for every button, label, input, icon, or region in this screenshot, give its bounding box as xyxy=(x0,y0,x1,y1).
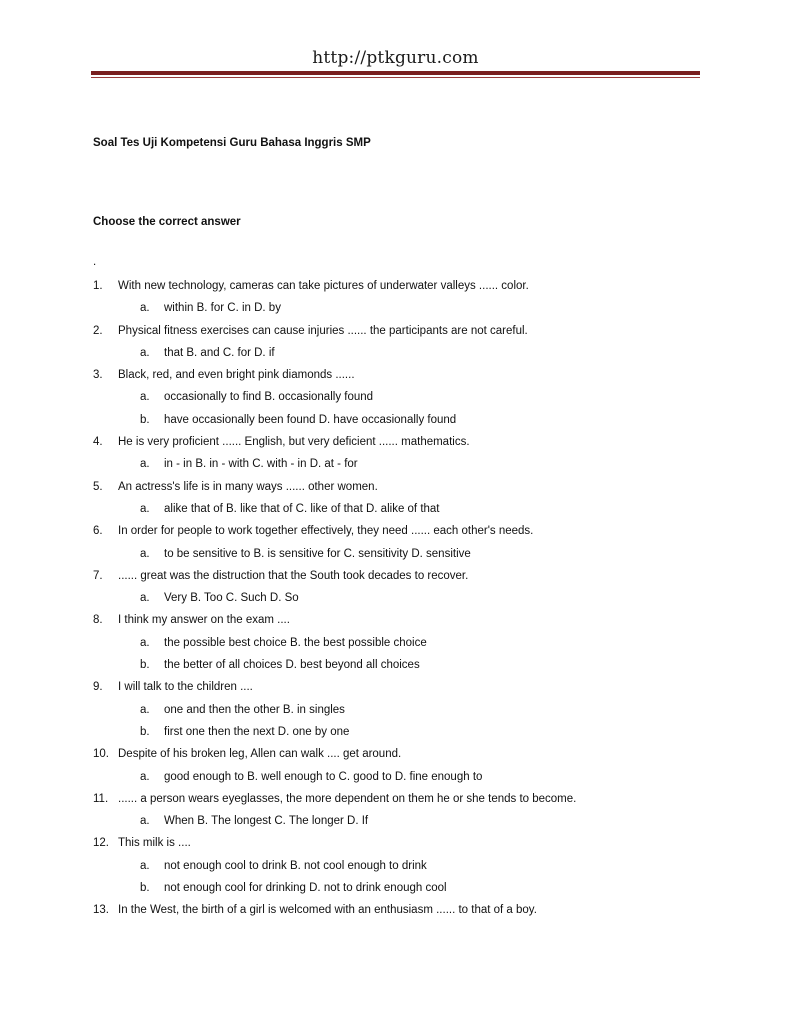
option-letter: a. xyxy=(140,346,150,359)
question-number: 1. xyxy=(93,280,103,292)
question-number: 11. xyxy=(93,792,109,805)
question-item xyxy=(93,743,713,788)
question-line xyxy=(93,364,713,386)
option-letter: a. xyxy=(140,636,150,649)
question-text: Despite of his broken leg, Allen can walk .... get around. xyxy=(118,748,402,761)
option-letter: a. xyxy=(140,592,150,605)
option-text: When B. The longest C. The longer D. If xyxy=(164,815,369,828)
option-letter: a. xyxy=(140,458,150,471)
question-text: With new technology, cameras can take pictures of underwater valleys ...... color. xyxy=(118,280,529,292)
question-number: 9. xyxy=(93,681,103,694)
question-text: In order for people to work together effectively, they need ...... each other's needs. xyxy=(118,525,534,538)
answer-option-line xyxy=(93,632,713,654)
option-letter: a. xyxy=(140,859,150,872)
option-letter: b. xyxy=(140,413,150,426)
question-item xyxy=(93,520,713,565)
option-text: the possible best choice B. the best possible choice xyxy=(164,636,427,649)
answer-option-line xyxy=(93,699,713,721)
question-number: 12. xyxy=(93,837,109,850)
question-text: ...... great was the distruction that the South took decades to recover. xyxy=(118,569,469,582)
instruction-heading: Choose the correct answer xyxy=(93,216,241,228)
answer-option-line xyxy=(93,409,713,431)
option-text: not enough cool to drink B. not cool enough to drink xyxy=(164,859,427,872)
answer-option-line xyxy=(93,654,713,676)
document-title: Soal Tes Uji Kompetensi Guru Bahasa Inggris SMP xyxy=(93,137,371,149)
question-line xyxy=(93,788,713,810)
question-text: He is very proficient ...... English, but very deficient ...... mathematics. xyxy=(118,436,470,449)
question-item xyxy=(93,431,713,476)
question-text: ...... a person wears eyeglasses, the more dependent on them he or she tends to become. xyxy=(118,792,577,805)
question-number: 4. xyxy=(93,436,103,449)
option-text: good enough to B. well enough to C. good to D. fine enough to xyxy=(164,770,483,783)
answer-option-line xyxy=(93,877,713,899)
question-number: 7. xyxy=(93,569,103,582)
question-item xyxy=(93,275,713,320)
question-number: 13. xyxy=(93,904,109,917)
question-line xyxy=(93,565,713,587)
question-item xyxy=(93,676,713,743)
option-text: have occasionally been found D. have occasionally found xyxy=(164,413,457,426)
question-number: 5. xyxy=(93,480,103,493)
question-text: Black, red, and even bright pink diamonds ...... xyxy=(118,369,355,382)
answer-option-line xyxy=(93,587,713,609)
question-item xyxy=(93,609,713,676)
answer-option-line xyxy=(93,543,713,565)
question-item xyxy=(93,832,713,899)
option-letter: b. xyxy=(140,725,150,738)
question-line xyxy=(93,676,713,698)
question-text: Physical fitness exercises can cause injuries ...... the participants are not careful. xyxy=(118,324,528,337)
question-text: An actress's life is in many ways ...... other women. xyxy=(118,480,378,493)
option-text: one and then the other B. in singles xyxy=(164,703,345,716)
question-line xyxy=(93,520,713,542)
question-text: I will talk to the children .... xyxy=(118,681,253,694)
question-text: I think my answer on the exam .... xyxy=(118,614,290,627)
question-line xyxy=(93,275,713,297)
option-letter: a. xyxy=(140,815,150,828)
question-text: In the West, the birth of a girl is welcomed with an enthusiasm ...... to that of a boy. xyxy=(118,904,537,917)
header-rule-thin xyxy=(91,77,700,78)
question-line xyxy=(93,431,713,453)
question-item xyxy=(93,364,713,431)
option-text: to be sensitive to B. is sensitive for C. sensitivity D. sensitive xyxy=(164,547,471,560)
answer-option-line xyxy=(93,498,713,520)
question-line xyxy=(93,899,713,921)
option-text: occasionally to find B. occasionally found xyxy=(164,391,374,404)
stray-mark: . xyxy=(93,256,97,268)
answer-option-line xyxy=(93,810,713,832)
option-text: Very B. Too C. Such D. So xyxy=(164,592,299,605)
option-letter: a. xyxy=(140,391,150,404)
option-letter: a. xyxy=(140,770,150,783)
question-line xyxy=(93,743,713,765)
option-text: within B. for C. in D. by xyxy=(164,302,281,315)
answer-option-line xyxy=(93,721,713,743)
question-line xyxy=(93,832,713,854)
option-letter: b. xyxy=(140,659,150,672)
answer-option-line xyxy=(93,342,713,364)
question-item xyxy=(93,565,713,610)
question-number: 3. xyxy=(93,369,103,382)
question-list xyxy=(93,275,713,922)
answer-option-line xyxy=(93,297,713,319)
option-text: that B. and C. for D. if xyxy=(164,346,275,359)
option-text: alike that of B. like that of C. like of that D. alike of that xyxy=(164,502,440,515)
option-letter: a. xyxy=(140,502,150,515)
answer-option-line xyxy=(93,386,713,408)
header-rule-thick xyxy=(91,71,700,75)
question-number: 8. xyxy=(93,614,103,627)
answer-option-line xyxy=(93,766,713,788)
option-letter: a. xyxy=(140,302,150,315)
question-item xyxy=(93,788,713,833)
question-item xyxy=(93,899,713,921)
question-item xyxy=(93,320,713,365)
question-number: 10. xyxy=(93,748,109,761)
option-text: not enough cool for drinking D. not to drink enough cool xyxy=(164,882,447,895)
option-letter: a. xyxy=(140,547,150,560)
option-letter: a. xyxy=(140,703,150,716)
question-item xyxy=(93,476,713,521)
question-number: 2. xyxy=(93,324,103,337)
question-line xyxy=(93,476,713,498)
site-header-url: http://ptkguru.com xyxy=(312,48,479,68)
option-letter: b. xyxy=(140,882,150,895)
option-text: the better of all choices D. best beyond all choices xyxy=(164,659,420,672)
question-line xyxy=(93,609,713,631)
question-line xyxy=(93,320,713,342)
answer-option-line xyxy=(93,855,713,877)
question-text: This milk is .... xyxy=(118,837,191,850)
option-text: first one then the next D. one by one xyxy=(164,725,350,738)
answer-option-line xyxy=(93,453,713,475)
option-text: in - in B. in - with C. with - in D. at - for xyxy=(164,458,358,471)
question-number: 6. xyxy=(93,525,103,538)
